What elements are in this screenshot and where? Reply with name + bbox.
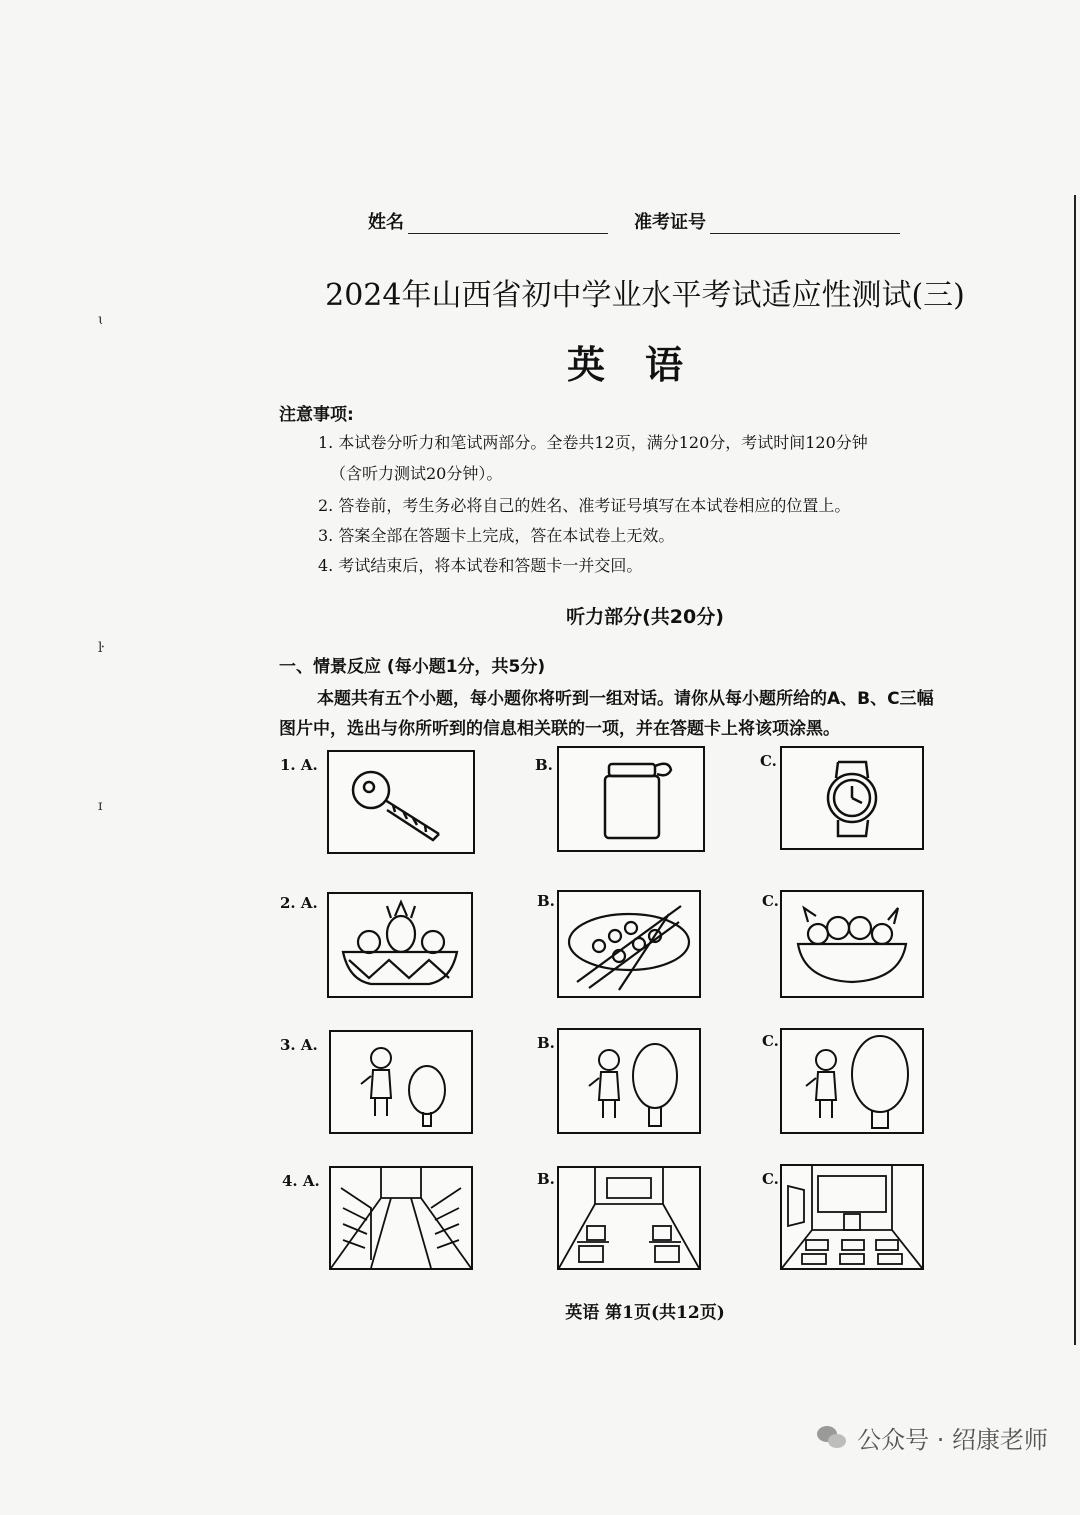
question-3-option-c-label: C. [762, 1032, 779, 1050]
binding-margin-mark: ŀ [98, 640, 103, 656]
question-1-option-a-label: 1. A. [280, 756, 318, 774]
question-3-option-b-label: B. [537, 1034, 555, 1052]
question-2-option-b-label: B. [537, 892, 555, 910]
instructions-line: 图片中，选出与你所听到的信息相关联的一项，并在答题卡上将该项涂黑。 [279, 719, 840, 739]
question-2-option-c[interactable] [780, 890, 924, 998]
exam-id-blank[interactable] [710, 213, 900, 234]
instructions-line: 本题共有五个小题，每小题你将听到一组对话。请你从每小题所给的A、B、C三幅 [317, 689, 934, 709]
question-1-option-c-label: C. [760, 752, 777, 770]
question-3-option-a[interactable] [329, 1030, 473, 1134]
name-label: 姓名 [368, 212, 404, 233]
listening-section-heading: 听力部分(共20分) [566, 606, 724, 628]
question-2-option-b[interactable] [557, 890, 701, 998]
question-1-option-c[interactable] [780, 746, 924, 850]
question-2-option-c-label: C. [762, 892, 779, 910]
subject-title: 英语 [566, 343, 723, 387]
question-2-option-a-label: 2. A. [280, 894, 318, 912]
question-3-option-b[interactable] [557, 1028, 701, 1134]
note-item: 3. 答案全部在答题卡上完成，答在本试卷上无效。 [318, 526, 675, 545]
wechat-icon [817, 1426, 847, 1450]
computer-room-icon [559, 1168, 699, 1268]
question-4-option-b-label: B. [537, 1170, 555, 1188]
kebab-plate-icon [559, 892, 699, 996]
question-1-option-b-label: B. [535, 756, 553, 774]
note-item: 1. 本试卷分听力和笔试两部分。全卷共12页，满分120分，考试时间120分钟 [318, 433, 868, 452]
question-2-option-a[interactable] [327, 892, 473, 998]
question-4-option-a-label: 4. A. [282, 1172, 320, 1190]
note-item: 4. 考试结束后，将本试卷和答题卡一并交回。 [318, 556, 643, 575]
vegetable-bowl-icon [782, 892, 922, 996]
binding-margin-mark: ɪ [98, 798, 103, 814]
watch-icon [782, 748, 922, 848]
classroom-icon [782, 1166, 922, 1268]
exam-title: 2024年山西省初中学业水平考试适应性测试(三) [325, 278, 965, 313]
question-4-option-a[interactable] [329, 1166, 473, 1270]
girl-medium-tree-icon [559, 1030, 699, 1132]
note-item: 2. 答卷前，考生务必将自己的姓名、准考证号填写在本试卷相应的位置上。 [318, 496, 851, 515]
question-1-option-b[interactable] [557, 746, 705, 852]
question-4-option-c-label: C. [762, 1170, 779, 1188]
notes-heading: 注意事项: [279, 405, 354, 425]
girl-small-tree-icon [331, 1032, 471, 1132]
part-one-heading: 一、情景反应 (每小题1分，共5分) [279, 657, 546, 677]
question-1-option-a[interactable] [327, 750, 475, 854]
watermark [817, 1420, 1048, 1455]
supermarket-icon [331, 1168, 471, 1268]
candidate-info-line [368, 208, 900, 234]
watermark-text: 公众号 · 绍康老师 [857, 1426, 1048, 1454]
question-4-option-c[interactable] [780, 1164, 924, 1270]
question-4-option-b[interactable] [557, 1166, 701, 1270]
question-3-option-a-label: 3. A. [280, 1036, 318, 1054]
binding-margin-mark: ɩ [98, 312, 104, 328]
question-3-option-c[interactable] [780, 1028, 924, 1134]
page-footer: 英语 第1页(共12页) [565, 1303, 725, 1323]
key-icon [329, 752, 473, 852]
girl-big-tree-icon [782, 1030, 922, 1132]
exam-id-label: 准考证号 [634, 212, 706, 233]
fruit-basket-icon [329, 894, 471, 996]
name-blank[interactable] [408, 213, 608, 234]
note-item: （含听力测试20分钟）。 [330, 464, 503, 483]
bottle-icon [559, 748, 703, 850]
